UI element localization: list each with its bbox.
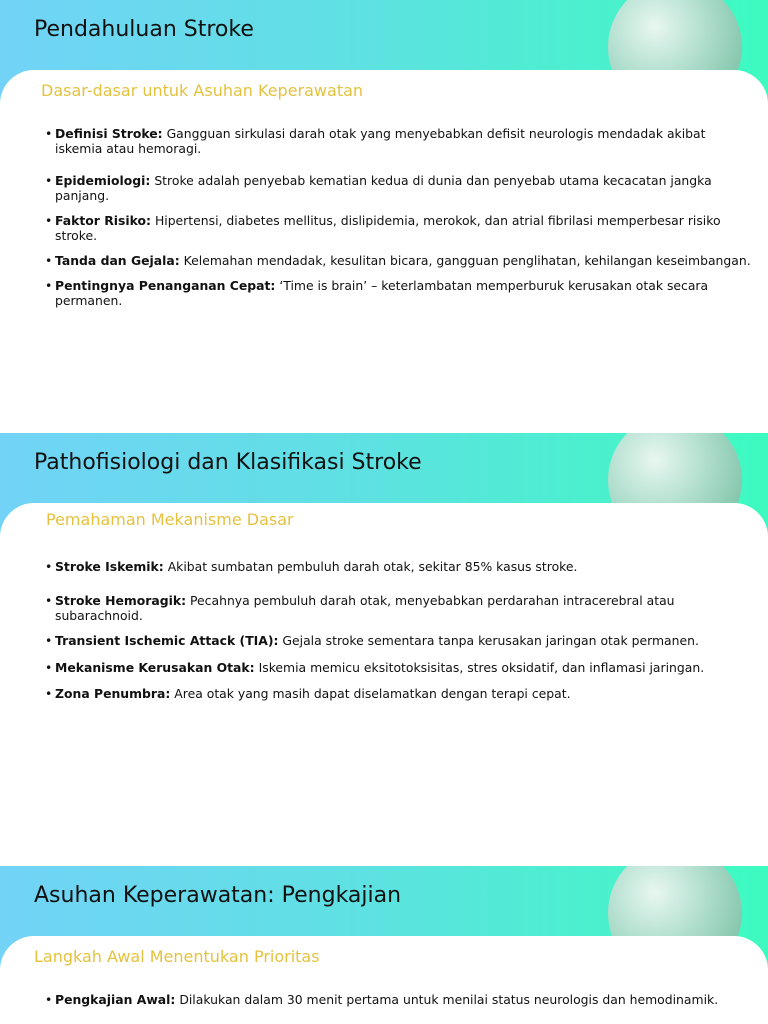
- bullet-term: Tanda dan Gejala:: [55, 253, 180, 268]
- slide-subtitle: Langkah Awal Menentukan Prioritas: [34, 947, 320, 966]
- slide-3: [0, 866, 768, 1024]
- bullet-text: Akibat sumbatan pembuluh darah otak, sekitar 85% kasus stroke.: [167, 559, 578, 574]
- bullet-term: Epidemiologi:: [55, 173, 151, 188]
- bullet-term: Pentingnya Penanganan Cepat:: [55, 278, 276, 293]
- slide-title: Asuhan Keperawatan: Pengkajian: [34, 883, 402, 908]
- slide-subtitle: Dasar-dasar untuk Asuhan Keperawatan: [41, 81, 364, 100]
- slide-2: [0, 433, 768, 843]
- bullet-item: [45, 213, 753, 243]
- slide-title: Pathofisiologi dan Klasifikasi Stroke: [34, 450, 422, 475]
- bullet-text: Iskemia memicu eksitotoksisitas, stres oksidatif, dan inflamasi jaringan.: [258, 660, 705, 675]
- bullet-list: [45, 126, 753, 308]
- bullet-item: [45, 278, 753, 308]
- slide-title: Pendahuluan Stroke: [34, 17, 254, 42]
- bullet-term: Stroke Iskemik:: [55, 559, 164, 574]
- content-panel: [0, 936, 768, 1024]
- bullet-item: [45, 593, 735, 623]
- bullet-text: Hipertensi, diabetes mellitus, dislipidemia, merokok, dan atrial fibrilasi memperbesar risiko stroke.: [55, 213, 721, 243]
- bullet-text: Gejala stroke sementara tanpa kerusakan jaringan otak permanen.: [282, 633, 699, 648]
- bullet-list: [45, 559, 735, 701]
- bullet-item: [45, 686, 735, 701]
- bullet-text: Pecahnya pembuluh darah otak, menyebabkan perdarahan intracerebral atau subarachnoid.: [55, 593, 675, 623]
- bullet-term: Transient Ischemic Attack (TIA):: [55, 633, 279, 648]
- bullet-item: [45, 660, 735, 675]
- bullet-text: ‘Time is brain’ – keterlambatan memperburuk kerusakan otak secara permanen.: [55, 278, 709, 308]
- bullet-term: Definisi Stroke:: [55, 126, 163, 141]
- bullet-item: [45, 992, 735, 1007]
- content-panel: [0, 70, 768, 410]
- bullet-text: Area otak yang masih dapat diselamatkan dengan terapi cepat.: [174, 686, 571, 701]
- bullet-text: Kelemahan mendadak, kesulitan bicara, gangguan penglihatan, kehilangan keseimbangan.: [183, 253, 751, 268]
- bullet-item: [45, 126, 753, 156]
- bullet-text: Stroke adalah penyebab kematian kedua di dunia dan penyebab utama kecacatan jangka panjang.: [55, 173, 712, 203]
- bullet-text: Dilakukan dalam 30 menit pertama untuk menilai status neurologis dan hemodinamik.: [179, 992, 719, 1007]
- bullet-text: Gangguan sirkulasi darah otak yang menyebabkan defisit neurologis mendadak akibat iskemia atau hemoragi.: [55, 126, 706, 156]
- bullet-term: Stroke Hemoragik:: [55, 593, 187, 608]
- bullet-term: Faktor Risiko:: [55, 213, 151, 228]
- bullet-item: [45, 253, 753, 268]
- slide-subtitle: Pemahaman Mekanisme Dasar: [46, 510, 294, 529]
- bullet-term: Mekanisme Kerusakan Otak:: [55, 660, 255, 675]
- bullet-item: [45, 173, 753, 203]
- content-panel: [0, 503, 768, 843]
- bullet-item: [45, 633, 735, 648]
- bullet-term: Pengkajian Awal:: [55, 992, 176, 1007]
- bullet-list: [45, 992, 735, 1007]
- bullet-item: [45, 559, 735, 574]
- slide-1: [0, 0, 768, 410]
- bullet-term: Zona Penumbra:: [55, 686, 171, 701]
